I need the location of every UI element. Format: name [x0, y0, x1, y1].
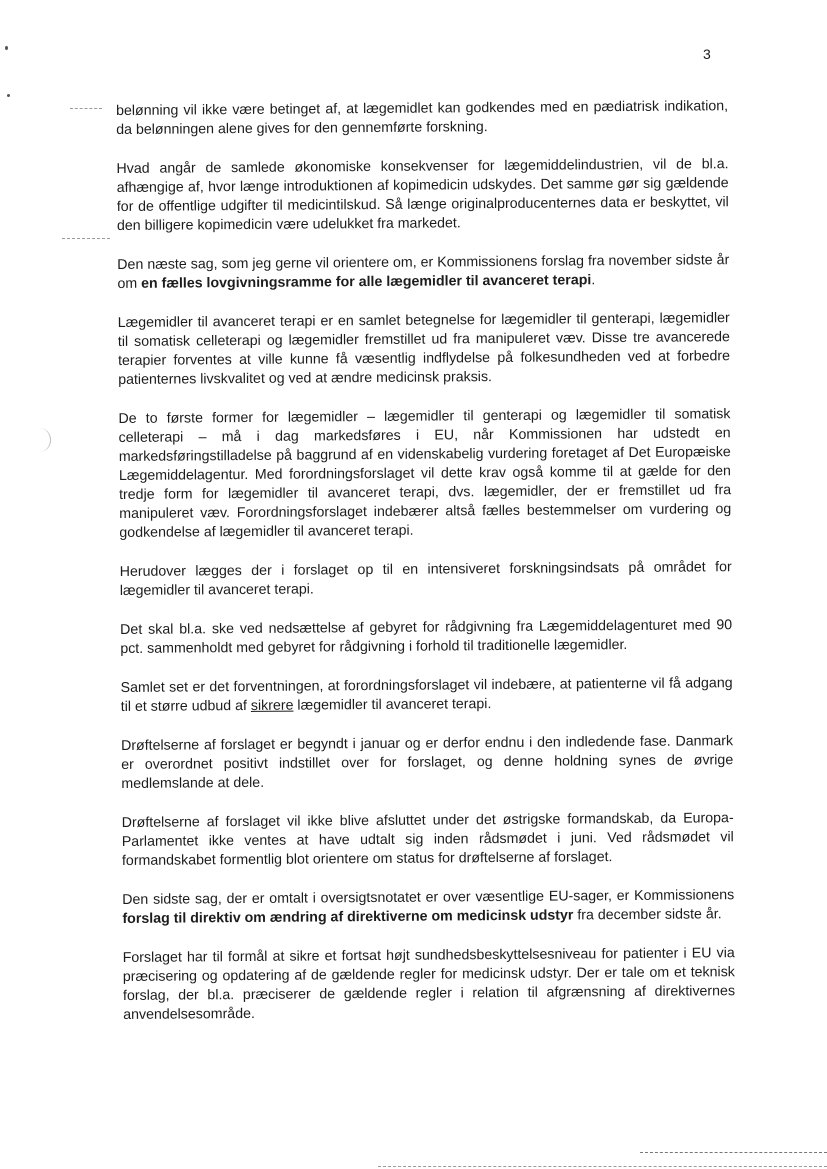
scan-speck	[7, 94, 10, 97]
paragraph	[117, 251, 729, 294]
paragraph-text: belønning vil ikke være betinget af, at lægemidlet kan godkendes med en pædiatrisk indikation, da belønningen alene gives for den gennemførte forskning.	[116, 98, 729, 138]
paragraph-text: fra december sidste år.	[573, 906, 722, 924]
paragraph	[122, 809, 734, 871]
paragraph-text: Det skal bl.a. ske ved nedsættelse af gebyret for rådgivning fra Lægemiddelagenturet med 90 pct. sammenholdt med gebyret for rådgivning i forhold til traditionelle lægemidler.	[120, 617, 733, 657]
paragraph-text: Lægemidler til avanceret terapi er en samlet betegnelse for lægemidler til genterapi, lægemidler til somatisk celleterapi og lægemidler fremstillet ud fra manipuleret væv. Disse tre avancerede terapier forventes at ville kunne få væsentlig indflydelse på folkesundheden ved at forbedre patienternes livskvalitet og ved at ændre medicinsk praksis.	[117, 310, 731, 388]
paragraph	[118, 309, 731, 390]
paragraph	[120, 558, 732, 601]
paragraph-text: Forslaget har til formål at sikre et fortsat højt sundhedsbeskyttelsesniveau for patienter i EU via præcisering og opdatering af de gældende regler for medicinsk udstyr. Der er tale om et teknisk forslag, der bl.a. præciserer de gældende regler i relation til afgrænsning af direktivernes anvendelsesområde.	[122, 945, 736, 1023]
scan-dash-line	[640, 1152, 827, 1153]
scan-dash-line	[378, 1166, 827, 1167]
paragraph-text: Drøftelserne af forslaget vil ikke blive afsluttet under det østrigske formandskab, da Europa-Parlamentet ikke ventes at have udtalt sig inden rådsmødet i juni. Ved rådsmødet vil formandskabet formentlig blot orientere om status for drøftelserne af forslaget.	[121, 810, 734, 869]
paragraph-text: .	[591, 272, 596, 289]
paragraph-text: Hvad angår de samlede økonomiske konsekvenser for lægemiddelindustrien, vil de bl.a. afhængige af, hvor længe introduktionen af kopimedicin udskydes. Det samme gør sig gældende for de offentlige udgifter til medicintilskud. Så længe originalproducenternes data er beskyttet, vil den billigere kopimedicin være udelukket fra markedet.	[116, 156, 729, 234]
paragraph-text: Samlet set er det forventningen, at forordningsforslaget vil indebære, at patienterne vil få adgang til et større udbud af	[120, 675, 733, 715]
underlined-text: sikrere	[250, 697, 294, 714]
paragraph	[121, 674, 733, 717]
paragraph-text: Herudover lægges der i forslaget op til en intensiveret forskningsindsats på området for lægemidler til avanceret terapi.	[119, 559, 732, 599]
page-number: 3	[703, 46, 711, 62]
paragraph-text: Drøftelserne af forslaget er begyndt i januar og er derfor endnu i den indledende fase. Danmark er overordnet positivt indstillet over for forslaget, og denne holdning synes de øvrige medlemslande at dele.	[120, 733, 734, 792]
paragraph	[122, 886, 734, 929]
bold-text: forslag til direktiv om ændring af direktiverne om medicinsk udstyr	[122, 907, 574, 927]
scan-speck	[5, 46, 8, 50]
bold-text: en fælles lovgivningsramme for alle lægemidler til avanceret terapi	[141, 272, 592, 292]
scan-dash-line	[70, 108, 102, 109]
paragraph	[123, 944, 736, 1025]
document-body	[116, 97, 735, 1045]
paragraph	[116, 97, 728, 140]
paragraph-text: Den næste sag, som jeg gerne vil orientere om, er Kommissionens forslag fra november sidste år om	[117, 252, 730, 292]
punch-hole-mark	[28, 428, 51, 452]
paragraph-text: lægemidler til avanceret terapi.	[293, 696, 492, 714]
paragraph	[121, 732, 733, 794]
paragraph	[118, 405, 731, 543]
scan-dash-line	[62, 238, 110, 239]
paragraph	[120, 616, 732, 659]
paragraph-text: De to første former for lægemidler – lægemidler til genterapi og lægemidler til somatisk celleterapi – må i dag markedsføres i EU, når Kommissionen har udstedt en markedsføringstilladelse på baggrund af en videnskabelig vurdering foretaget af Det Europæiske Lægemiddelagentur. Med forordningsforslaget vil dette krav også komme til at gælde for den tredje form for lægemidler til avanceret terapi, dvs. lægemidler, der er fremstillet ud fra manipuleret væv. Forordningsforslaget indebærer altså fælles bestemmelser om vurdering og godkendelse af lægemidler til avanceret terapi.	[118, 406, 732, 541]
paragraph	[116, 155, 729, 236]
paragraph-text: Den sidste sag, der er omtalt i oversigtsnotatet er over væsentlige EU-sager, er Kommissionens	[122, 887, 735, 908]
